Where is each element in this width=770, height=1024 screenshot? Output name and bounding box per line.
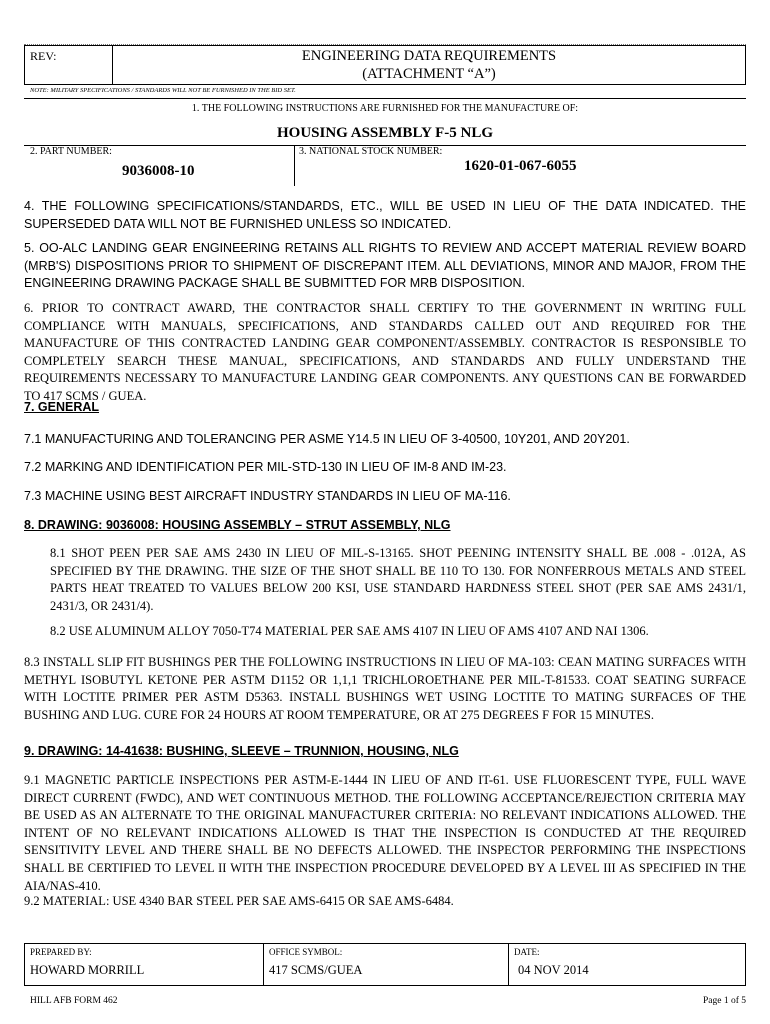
item-7-2: 7.2 MARKING AND IDENTIFICATION PER MIL-STD-130 IN LIEU OF IM-8 AND IM-23.: [24, 460, 507, 474]
nsn-value: 1620-01-067-6055: [464, 158, 577, 174]
document-title: [112, 47, 746, 83]
office-symbol-label: OFFICE SYMBOL:: [269, 947, 343, 957]
date-value: 04 NOV 2014: [518, 963, 589, 977]
paragraph-4: 4. THE FOLLOWING SPECIFICATIONS/STANDARDS, ETC., WILL BE USED IN LIEU OF THE DATA INDICATED. THE SUPERSEDED DATA WILL NOT BE FURNISHED UNLESS SO INDICATED.: [24, 199, 746, 231]
part-divider: [294, 145, 295, 186]
section-7-heading: 7. GENERAL: [24, 400, 100, 414]
item-7-1: 7.1 MANUFACTURING AND TOLERANCING PER ASME Y14.5 IN LIEU OF 3-40500, 10Y201, AND 20Y201.: [24, 432, 630, 446]
signature-divider-2: [508, 943, 509, 986]
item-9-1: 9.1 MAGNETIC PARTICLE INSPECTIONS PER ASTM-E-1444 IN LIEU OF AND IT-61. USE FLUORESCENT TYPE, FULL WAVE DIRECT CURRENT (FWDC), AND WET CONTINUOUS METHOD. THE FOLLOWING ACCEPTANCE/REJECTION CRITERIA MAY BE USED AS AN ALTERNATE TO THE ORIGINAL MANUFACTURER CRITERIA: NO RELEVANT INDICATIONS ALLOWED. THE INTENT OF NO RELEVANT INDICATIONS ALLOWED IS THAT THE INSPECTION IS CONDUCTED AT THE REQUIRED SENSITIVITY LEVEL AND THERE SHALL BE NO DEFECTS ALLOWED. THE INSPECTOR PERFORMING THE INSPECTIONS SHALL BE CERTIFIED TO LEVEL II WITH THE INSPECTION PROCEDURE DEVELOPED BY A LEVEL III AS SPECIFIED IN THE AIA/NAS-410.: [24, 773, 746, 893]
paragraph-6: 6. PRIOR TO CONTRACT AWARD, THE CONTRACTOR SHALL CERTIFY TO THE GOVERNMENT IN WRITING FULL COMPLIANCE WITH MANUALS, SPECIFICATIONS, AND STANDARDS CALLED OUT AND REQUIRED FOR THE MANUFACTURE OF THIS CONTRACTED LANDING GEAR COMPONENT/ASSEMBLY. CONTRACTOR IS RESPONSIBLE TO COMPLETELY SEARCH THESE MANUAL, SPECIFICATIONS, AND STANDARDS AND FULLY UNDERSTAND THE REQUIREMENTS NECESSARY TO MANUFACTURE LANDING GEAR COMPONENTS. ANY QUESTIONS CAN BE FORWARDED TO 417 SCMS / GUEA.: [24, 301, 746, 403]
part-number-label: 2. PART NUMBER:: [30, 146, 112, 157]
section-8-heading: 8. DRAWING: 9036008: HOUSING ASSEMBLY – STRUT ASSEMBLY, NLG: [24, 518, 451, 532]
title-line-1: ENGINEERING DATA REQUIREMENTS: [301, 48, 557, 64]
page-number: Page 1 of 5: [702, 996, 746, 1006]
part-number-value: 9036008-10: [122, 163, 195, 179]
date-label: DATE:: [514, 947, 540, 957]
item-9-2: 9.2 MATERIAL: USE 4340 BAR STEEL PER SAE AMS-6415 OR SAE AMS-6484.: [24, 894, 454, 908]
note-rule: [24, 98, 746, 99]
item-title: HOUSING ASSEMBLY F-5 NLG: [276, 125, 494, 141]
prepared-by-label: PREPARED BY:: [30, 947, 92, 957]
section-9-heading: 9. DRAWING: 14-41638: BUSHING, SLEEVE – TRUNNION, HOUSING, NLG: [24, 744, 459, 758]
office-symbol-value: 417 SCMS/GUEA: [269, 963, 363, 977]
item-8-3: 8.3 INSTALL SLIP FIT BUSHINGS PER THE FOLLOWING INSTRUCTIONS IN LIEU OF MA-103: CEAN MATING SURFACES WITH METHYL ISOBUTYL KETONE PER ASTM D1152 OR 1,1,1 TRICHLOROETHANE PER MIL-T-81533. COAT SEATING SURFACE WITH LOCTITE PRIMER PER ASTM D5363. INSTALL BUSHINGS WET USING LOCTITE TO MATING SURFACES OF THE BUSHING AND LUG. CURE FOR 24 HOURS AT ROOM TEMPERATURE, OR AT 275 DEGREES F FOR 15 MINUTES.: [24, 655, 746, 722]
item-7-3: 7.3 MACHINE USING BEST AIRCRAFT INDUSTRY STANDARDS IN LIEU OF MA-116.: [24, 489, 511, 503]
rev-label: REV:: [30, 49, 57, 63]
prepared-by-value: HOWARD MORRILL: [30, 963, 145, 977]
paragraph-5: 5. OO-ALC LANDING GEAR ENGINEERING RETAINS ALL RIGHTS TO REVIEW AND ACCEPT MATERIAL REVIEW BOARD (MRB'S) DISPOSITIONS PRIOR TO SHIPMENT OF DISCREPANT ITEM. ALL DEVIATIONS, MINOR AND MAJOR, FROM THE ENGINEERING DRAWING PACKAGE SHALL BE SUBMITTED FOR MRB DISPOSITION.: [24, 241, 746, 291]
note-text: NOTE: MILITARY SPECIFICATIONS / STANDARDS WILL NOT BE FURNISHED IN THE BID SET.: [30, 87, 296, 94]
item-8-1: 8.1 SHOT PEEN PER SAE AMS 2430 IN LIEU OF MIL-S-13165. SHOT PEENING INTENSITY SHALL BE .008 - .012A, AS SPECIFIED BY THE DRAWING. THE SIZE OF THE SHOT SHALL BE 110 TO 130. FOR NONFERROUS METALS AND STEEL PARTS HEAT TREATED TO VALUES BELOW 200 KSI, USE STANDARD HARDNESS STEEL SHOT (PER SAE AMS 2431/1, 2431/3, OR 2431/4).: [50, 546, 746, 613]
nsn-label: 3. NATIONAL STOCK NUMBER:: [299, 146, 443, 157]
title-line-2: (ATTACHMENT “A”): [362, 66, 496, 82]
form-id: HILL AFB FORM 462: [30, 996, 118, 1006]
item-8-2: 8.2 USE ALUMINUM ALLOY 7050-T74 MATERIAL PER SAE AMS 4107 IN LIEU OF AMS 4107 AND NAI 1306.: [50, 624, 649, 638]
instruction-1: 1. THE FOLLOWING INSTRUCTIONS ARE FURNISHED FOR THE MANUFACTURE OF:: [191, 103, 579, 114]
signature-divider-1: [263, 943, 264, 986]
